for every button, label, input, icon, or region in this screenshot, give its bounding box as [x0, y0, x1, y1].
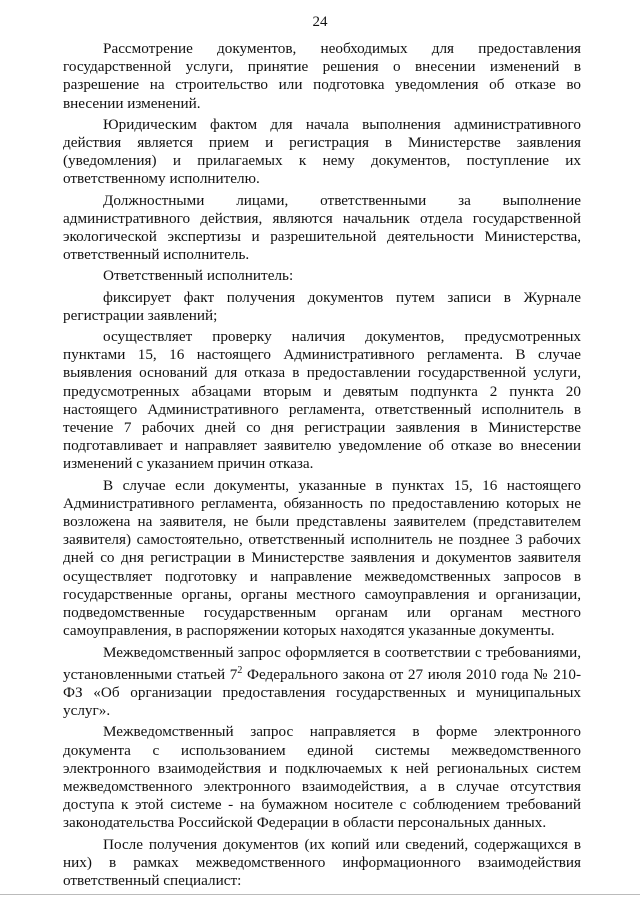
paragraph-officials: Должностными лицами, ответственными за выполнение административного действия, являются начальник отдела государственной экологической экспертизы и разрешительной деятельности Министерства, ответственный исполнитель.	[63, 191, 581, 264]
paragraph-after-receipt: После получения документов (их копий или сведений, содержащихся в них) в рамках межведомственного информационного взаимодействия ответственный специалист:	[63, 835, 581, 889]
paragraph-records-receipt: фиксирует факт получения документов путем записи в Журнале регистрации заявлений;	[63, 288, 581, 324]
paragraph-interagency-request	[63, 644, 581, 721]
page-number: 24	[312, 14, 328, 30]
interagency-text-after: Федерального закона от 27 июля 2010 года № 210-ФЗ «Об организации предоставления государственных и муниципальных услуг».	[63, 665, 582, 720]
interagency-text-before: Межведомственный запрос оформляется в соответствии с требованиями, установленными статьей 7	[63, 643, 581, 683]
document-body	[63, 40, 581, 893]
paragraph-review-documents: Рассмотрение документов, необходимых для предоставления государственной услуги, принятие решения о внесении изменений в разрешение на строительство или подготовка уведомления об отказе во внесении изменений.	[63, 40, 581, 112]
paragraph-executor-heading: Ответственный исполнитель:	[103, 267, 294, 285]
paragraph-legal-fact: Юридическим фактом для начала выполнения административного действия является прием и регистрация в Министерстве заявления (уведомления) и прилагаемых к нему документов, поступление их ответственному исполнителю.	[63, 115, 581, 188]
paragraph-checks-documents: осуществляет проверку наличия документов, предусмотренных пунктами 15, 16 настоящего Административного регламента. В случае выявления оснований для отказа в предоставлении государственной услуги, предусмотренных абзацами вторым и девятым подпункта 2 пункта 20 настоящего Административного регламента, ответственный исполнитель в течение 7 рабочих дней со дня регистрации заявления в Министерстве подготавливает и направляет заявителю уведомление об отказе во внесении изменений с указанием причин отказа.	[63, 328, 581, 473]
page-bottom-divider	[0, 894, 640, 895]
article-superscript: 2	[237, 664, 243, 676]
paragraph-electronic-form: Межведомственный запрос направляется в форме электронного документа с использованием единой системы межведомственного электронного взаимодействия и подключаемых к ней региональных систем межведомственного электронного взаимодействия, а в случае отсутствия доступа к этой системе - на бумажном носителе с соблюдением требований законодательства Российской Федерации в области персональных данных.	[63, 723, 581, 832]
paragraph-missing-documents: В случае если документы, указанные в пунктах 15, 16 настоящего Административного регламента, обязанность по предоставлению которых не возложена на заявителя, не были представлены заявителем (представителем заявителя) самостоятельно, ответственный исполнитель не позднее 3 рабочих дней со дня регистрации в Министерстве заявления и документов заявителя осуществляет подготовку и направление межведомственных запросов в государственные органы, органы местного самоуправления и организации, подведомственные государственным органам или органам местного самоуправления, в распоряжении которых находятся указанные документы.	[63, 476, 581, 640]
